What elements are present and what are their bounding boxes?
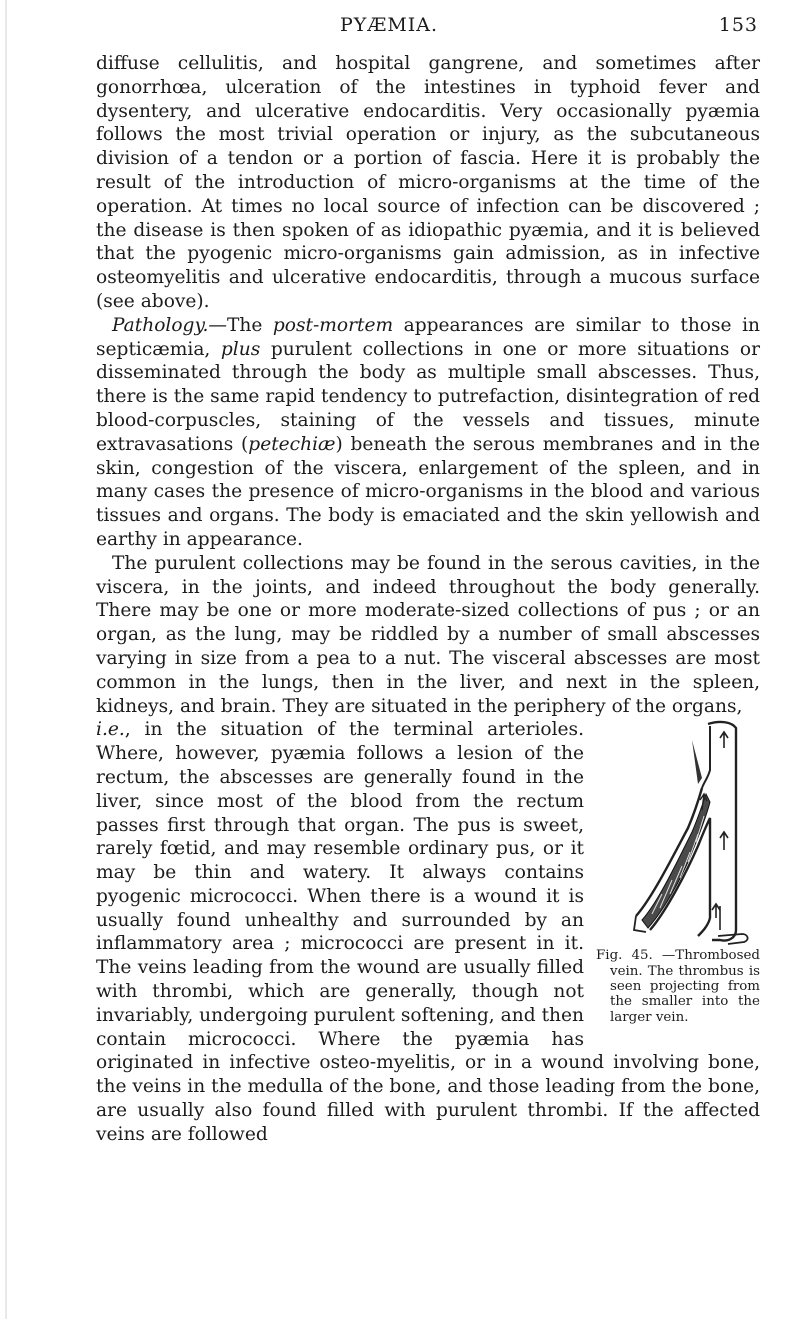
page-body xyxy=(96,52,760,1147)
pathology-text-3: ) beneath the serous membranes and in the skin, congestion of the viscera, enlargement of the spleen, and in many cases the presence of micro-organisms in the blood and various tissues and organs. The body is emaciated and the skin yellowish and earthy in appearance. xyxy=(96,433,760,550)
figure-caption: Fig. 45. —Thrombosed vein. The thrombus is seen projecting from the smaller into the larger vein. xyxy=(596,948,760,1025)
page-edge xyxy=(5,0,7,1319)
pathology-heading: Pathology. xyxy=(112,314,209,336)
running-header xyxy=(96,14,758,44)
paragraph-pathology xyxy=(96,314,760,552)
page-number: 153 xyxy=(718,14,758,36)
purulent-text-2: , in the situation of the terminal arterioles. Where, however, pyæmia follows a lesion of the rectum, the abscesses are generally found in the liver, since most of the blood from the rectum passes first through that organ. The pus is sweet, rarely fœtid, and may resemble ordinary pus, or it may be thin and watery. It always contains pyogenic micrococci. When there is a wound it is usually found unhealthy and surrounded by an inflammatory area ; micrococci are present in it. The veins leading from the wound are usually filled with thrombi, which are generally, though not invariably, undergoing purulent softening, and then contain micrococci. Where the pyæmia has originated in infective osteo-myelitis, or in a wound involving bone, the veins in the medulla of the bone, and those leading from the bone, are usually also found filled with purulent thrombi. If the affected veins are followed xyxy=(96,719,760,1145)
pathology-text-1: appearances are similar to those in septicæmia, xyxy=(96,314,760,360)
term-ie: i.e. xyxy=(96,719,125,741)
thrombosed-vein-illustration xyxy=(632,718,754,946)
pathology-dash: —The xyxy=(208,314,273,336)
term-plus: plus xyxy=(220,338,261,360)
term-petechiae: petechiæ xyxy=(248,433,336,455)
paragraph-purulent xyxy=(96,552,760,1147)
purulent-text-1: The purulent collections may be found in the serous cavities, in the viscera, in the joints, and indeed throughout the body generally. There may be one or more moderate-sized collections of pus ; or an organ, as the lung, may be riddled by a number of small abscesses varying in size from a pea to a nut. The visceral abscesses are most common in the lungs, then in the liver, and next in the spleen, kidneys, and brain. They are situated in the periphery of the organs, xyxy=(96,552,760,717)
figure-45 xyxy=(596,718,760,1024)
pathology-text-2: purulent collections in one or more situations or disseminated through the body as multiple small abscesses. Thus, there is the same rapid tendency to putrefaction, disintegration of red blood-corpuscles, staining of the vessels and tissues, minute extravasations ( xyxy=(96,338,760,455)
running-title: PYÆMIA. xyxy=(340,14,439,36)
term-post-mortem: post-mortem xyxy=(272,314,394,336)
paragraph-causes: diffuse cellulitis, and hospital gangrene, and sometimes after gonorrhœa, ulceration of the intestines in typhoid fever and dysentery, and ulcerative endocarditis. Very occasionally pyæmia follows the most trivial operation or injury, as the subcutaneous division of a tendon or a portion of fascia. Here it is probably the result of the introduction of micro-organisms at the time of the operation. At times no local source of infection can be discovered ; the disease is then spoken of as idiopathic pyæmia, and it is believed that the pyogenic micro-organisms gain admission, as in infective osteomyelitis and ulcerative endocarditis, through a mucous surface (see above). xyxy=(96,53,760,312)
